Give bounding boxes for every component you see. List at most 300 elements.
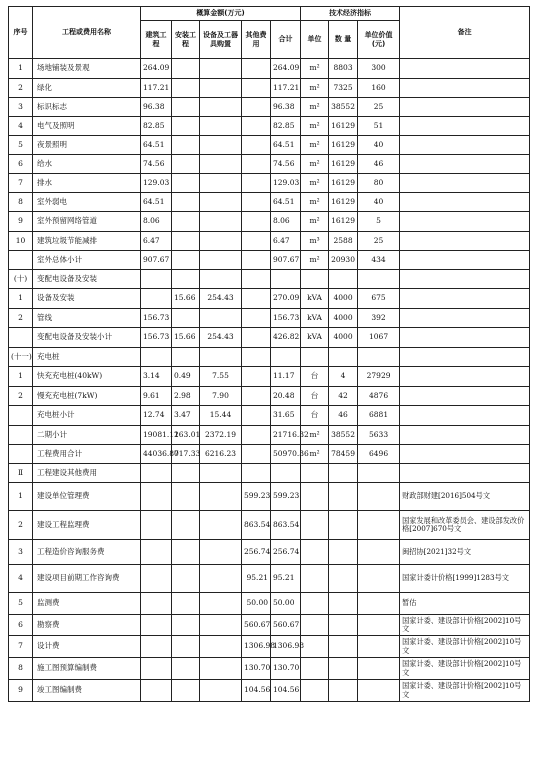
table-row <box>9 79 530 98</box>
row-total: 74.56 <box>271 155 301 174</box>
row-qty: 7325 <box>329 79 358 98</box>
row-equip: 6216.23 <box>200 445 242 464</box>
row-other <box>242 174 271 193</box>
row-unit <box>301 511 329 540</box>
row-unit-value <box>358 680 400 702</box>
table-body <box>9 59 530 702</box>
row-qty: 16129 <box>329 155 358 174</box>
row-unit-value: 5633 <box>358 426 400 445</box>
row-build <box>141 483 172 511</box>
row-total: 599.23 <box>271 483 301 511</box>
row-unit: m² <box>301 117 329 136</box>
row-unit-value: 51 <box>358 117 400 136</box>
table-row <box>9 483 530 511</box>
table-row <box>9 680 530 702</box>
row-seq: 4 <box>9 565 33 593</box>
row-build <box>141 636 172 658</box>
row-name: 变配电设备及安装 <box>33 270 141 289</box>
row-note <box>400 387 530 406</box>
row-qty <box>329 540 358 565</box>
row-unit-value <box>358 658 400 680</box>
row-name: 建设工程监理费 <box>33 511 141 540</box>
row-qty: 38552 <box>329 426 358 445</box>
row-total: 426.82 <box>271 328 301 348</box>
row-total: 129.03 <box>271 174 301 193</box>
row-install: 3.47 <box>172 406 200 426</box>
row-note <box>400 155 530 174</box>
row-unit-value <box>358 636 400 658</box>
row-qty <box>329 483 358 511</box>
row-install <box>172 636 200 658</box>
row-qty: 8803 <box>329 59 358 79</box>
table-row <box>9 136 530 155</box>
row-other <box>242 406 271 426</box>
header-total: 合计 <box>271 21 301 59</box>
header-name: 工程或费用名称 <box>33 7 141 59</box>
row-seq: 2 <box>9 79 33 98</box>
row-equip: 7.90 <box>200 387 242 406</box>
row-other <box>242 270 271 289</box>
row-equip <box>200 680 242 702</box>
row-seq <box>9 426 33 445</box>
row-install <box>172 155 200 174</box>
row-seq: 2 <box>9 511 33 540</box>
row-qty: 46 <box>329 406 358 426</box>
table-row <box>9 155 530 174</box>
row-total: 1306.98 <box>271 636 301 658</box>
row-other: 130.70 <box>242 658 271 680</box>
row-note: 闽招协[2021]32号文 <box>400 540 530 565</box>
row-other: 560.67 <box>242 615 271 636</box>
row-qty: 16129 <box>329 136 358 155</box>
table-row <box>9 464 530 483</box>
row-build <box>141 615 172 636</box>
row-note: 国家计委、建设部计价格[2002]10号文 <box>400 636 530 658</box>
row-install <box>172 483 200 511</box>
row-total: 8.06 <box>271 212 301 232</box>
row-unit-value: 5 <box>358 212 400 232</box>
row-qty: 4000 <box>329 328 358 348</box>
row-seq: 10 <box>9 232 33 251</box>
row-other <box>242 155 271 174</box>
row-other <box>242 445 271 464</box>
row-build <box>141 289 172 309</box>
row-other: 104.56 <box>242 680 271 702</box>
row-build: 9.61 <box>141 387 172 406</box>
row-seq: 5 <box>9 136 33 155</box>
row-install <box>172 464 200 483</box>
row-unit: 台 <box>301 406 329 426</box>
row-equip <box>200 511 242 540</box>
row-install <box>172 540 200 565</box>
row-unit: m² <box>301 212 329 232</box>
row-note <box>400 212 530 232</box>
row-equip <box>200 615 242 636</box>
row-seq: 2 <box>9 387 33 406</box>
row-unit-value <box>358 593 400 615</box>
row-name: 室外弱电 <box>33 193 141 212</box>
row-build <box>141 680 172 702</box>
row-build: 6.47 <box>141 232 172 251</box>
row-unit-value <box>358 483 400 511</box>
row-install: 15.66 <box>172 328 200 348</box>
row-name: 电气及照明 <box>33 117 141 136</box>
row-unit-value: 80 <box>358 174 400 193</box>
row-build <box>141 658 172 680</box>
row-total: 104.56 <box>271 680 301 702</box>
row-seq: (十) <box>9 270 33 289</box>
row-note <box>400 251 530 270</box>
table-row <box>9 511 530 540</box>
row-build <box>141 464 172 483</box>
row-qty: 16129 <box>329 212 358 232</box>
row-total: 82.85 <box>271 117 301 136</box>
table-row <box>9 348 530 367</box>
row-note: 国家计委、建设部计价格[2002]10号文 <box>400 615 530 636</box>
row-unit: m² <box>301 98 329 117</box>
row-other <box>242 387 271 406</box>
row-unit: m² <box>301 59 329 79</box>
row-unit-value <box>358 615 400 636</box>
row-seq: 3 <box>9 540 33 565</box>
row-total: 560.67 <box>271 615 301 636</box>
row-total: 64.51 <box>271 193 301 212</box>
row-unit-value: 4876 <box>358 387 400 406</box>
row-total <box>271 270 301 289</box>
row-qty <box>329 348 358 367</box>
row-unit <box>301 540 329 565</box>
row-unit: 台 <box>301 387 329 406</box>
row-install <box>172 98 200 117</box>
row-equip <box>200 348 242 367</box>
row-seq <box>9 328 33 348</box>
row-install <box>172 309 200 328</box>
row-total: 264.09 <box>271 59 301 79</box>
row-seq <box>9 406 33 426</box>
row-build: 129.03 <box>141 174 172 193</box>
table-row <box>9 212 530 232</box>
row-qty: 4000 <box>329 289 358 309</box>
row-unit: m² <box>301 79 329 98</box>
row-total: 156.73 <box>271 309 301 328</box>
table-row <box>9 193 530 212</box>
table-row <box>9 309 530 328</box>
row-install: 0.49 <box>172 367 200 387</box>
row-build: 907.67 <box>141 251 172 270</box>
row-note <box>400 406 530 426</box>
row-other <box>242 79 271 98</box>
row-name: 二期小计 <box>33 426 141 445</box>
row-other <box>242 193 271 212</box>
table-row <box>9 540 530 565</box>
row-total: 50970.36 <box>271 445 301 464</box>
header-tech-group: 技术经济指标 <box>301 7 400 21</box>
row-unit-value: 25 <box>358 232 400 251</box>
header-unit: 单位 <box>301 21 329 59</box>
row-note <box>400 270 530 289</box>
row-other <box>242 212 271 232</box>
row-other <box>242 136 271 155</box>
row-note <box>400 289 530 309</box>
row-seq: 3 <box>9 98 33 117</box>
row-total <box>271 464 301 483</box>
row-note: 国家计委、建设部计价格[2002]10号文 <box>400 658 530 680</box>
row-build: 117.21 <box>141 79 172 98</box>
row-name: 变配电设备及安装小计 <box>33 328 141 348</box>
row-note: 国家发展和改革委员会、建设部发改价格[2007]670号文 <box>400 511 530 540</box>
row-unit <box>301 483 329 511</box>
header-install: 安装工程 <box>172 21 200 59</box>
row-equip <box>200 309 242 328</box>
row-seq: Ⅱ <box>9 464 33 483</box>
row-qty: 16129 <box>329 193 358 212</box>
header-unit-value: 单位价值(元) <box>358 21 400 59</box>
row-install: 717.33 <box>172 445 200 464</box>
row-note <box>400 79 530 98</box>
row-install <box>172 174 200 193</box>
row-seq: 1 <box>9 289 33 309</box>
row-name: 夜景照明 <box>33 136 141 155</box>
row-build <box>141 348 172 367</box>
row-install <box>172 565 200 593</box>
row-qty: 16129 <box>329 117 358 136</box>
row-other <box>242 98 271 117</box>
header-budget-group: 概算金额(万元) <box>141 7 301 21</box>
row-seq: 7 <box>9 636 33 658</box>
row-name: 施工图预算编制费 <box>33 658 141 680</box>
row-note <box>400 464 530 483</box>
row-other <box>242 289 271 309</box>
row-seq: 1 <box>9 367 33 387</box>
row-note <box>400 98 530 117</box>
row-install: 263.01 <box>172 426 200 445</box>
table-row <box>9 636 530 658</box>
row-unit: 台 <box>301 367 329 387</box>
row-equip <box>200 636 242 658</box>
row-unit-value: 6881 <box>358 406 400 426</box>
row-unit <box>301 464 329 483</box>
row-equip <box>200 79 242 98</box>
row-unit <box>301 680 329 702</box>
row-name: 室外预留网络管道 <box>33 212 141 232</box>
row-other: 50.00 <box>242 593 271 615</box>
row-other <box>242 426 271 445</box>
row-unit-value: 300 <box>358 59 400 79</box>
row-unit: m² <box>301 174 329 193</box>
row-other <box>242 464 271 483</box>
table-row <box>9 658 530 680</box>
row-install <box>172 136 200 155</box>
row-build: 64.51 <box>141 193 172 212</box>
row-seq: (十一) <box>9 348 33 367</box>
row-unit <box>301 658 329 680</box>
row-other <box>242 232 271 251</box>
row-equip <box>200 193 242 212</box>
row-equip <box>200 174 242 193</box>
row-total: 20.48 <box>271 387 301 406</box>
row-qty <box>329 636 358 658</box>
row-unit: m² <box>301 193 329 212</box>
row-equip <box>200 59 242 79</box>
table-row <box>9 593 530 615</box>
row-equip <box>200 483 242 511</box>
row-install <box>172 348 200 367</box>
row-total: 31.65 <box>271 406 301 426</box>
row-seq: 1 <box>9 59 33 79</box>
table-row <box>9 615 530 636</box>
row-note: 暂估 <box>400 593 530 615</box>
row-equip: 2372.19 <box>200 426 242 445</box>
table-row <box>9 406 530 426</box>
row-unit-value <box>358 565 400 593</box>
table-row <box>9 59 530 79</box>
row-qty: 20930 <box>329 251 358 270</box>
row-build: 156.73 <box>141 309 172 328</box>
row-name: 建设单位管理费 <box>33 483 141 511</box>
row-unit: m² <box>301 155 329 174</box>
row-build <box>141 511 172 540</box>
row-note: 国家计委计价格[1999]1283号文 <box>400 565 530 593</box>
row-equip <box>200 98 242 117</box>
row-other: 256.74 <box>242 540 271 565</box>
row-seq: 4 <box>9 117 33 136</box>
row-qty <box>329 658 358 680</box>
row-unit: m² <box>301 426 329 445</box>
row-build: 64.51 <box>141 136 172 155</box>
row-total: 11.17 <box>271 367 301 387</box>
row-total: 21716.32 <box>271 426 301 445</box>
row-equip <box>200 593 242 615</box>
table-row <box>9 270 530 289</box>
table-row <box>9 117 530 136</box>
row-unit <box>301 565 329 593</box>
row-seq: 2 <box>9 309 33 328</box>
row-unit-value: 6496 <box>358 445 400 464</box>
row-unit <box>301 615 329 636</box>
row-name: 建设项目前期工作咨询费 <box>33 565 141 593</box>
row-equip <box>200 270 242 289</box>
header-qty: 数 量 <box>329 21 358 59</box>
row-note <box>400 426 530 445</box>
row-total: 270.09 <box>271 289 301 309</box>
row-note <box>400 445 530 464</box>
row-other <box>242 59 271 79</box>
row-total: 64.51 <box>271 136 301 155</box>
row-name: 工程建设其他费用 <box>33 464 141 483</box>
row-other <box>242 328 271 348</box>
row-name: 勘察费 <box>33 615 141 636</box>
row-note <box>400 328 530 348</box>
row-note: 国家计委、建设部计价格[2002]10号文 <box>400 680 530 702</box>
row-equip <box>200 658 242 680</box>
row-qty: 38552 <box>329 98 358 117</box>
row-total <box>271 348 301 367</box>
row-unit-value <box>358 270 400 289</box>
row-build: 8.06 <box>141 212 172 232</box>
row-install <box>172 615 200 636</box>
table-row <box>9 251 530 270</box>
row-seq: 5 <box>9 593 33 615</box>
header-seq: 序号 <box>9 7 33 59</box>
row-total: 130.70 <box>271 658 301 680</box>
table-row <box>9 174 530 193</box>
row-unit <box>301 270 329 289</box>
row-build: 96.38 <box>141 98 172 117</box>
table-row <box>9 387 530 406</box>
row-seq: 8 <box>9 658 33 680</box>
row-unit-value: 434 <box>358 251 400 270</box>
table-row <box>9 289 530 309</box>
row-build <box>141 270 172 289</box>
row-seq: 7 <box>9 174 33 193</box>
row-unit: kVA <box>301 328 329 348</box>
row-unit-value: 1067 <box>358 328 400 348</box>
row-total: 863.54 <box>271 511 301 540</box>
row-install: 2.98 <box>172 387 200 406</box>
row-other: 863.54 <box>242 511 271 540</box>
header-equip: 设备及工器具购置 <box>200 21 242 59</box>
row-equip <box>200 117 242 136</box>
row-qty <box>329 464 358 483</box>
row-name: 监测费 <box>33 593 141 615</box>
row-name: 建筑垃圾节能减排 <box>33 232 141 251</box>
row-qty: 4 <box>329 367 358 387</box>
row-equip <box>200 565 242 593</box>
row-unit-value: 40 <box>358 193 400 212</box>
row-unit-value: 25 <box>358 98 400 117</box>
row-equip: 254.43 <box>200 289 242 309</box>
row-unit: kVA <box>301 289 329 309</box>
row-other: 1306.98 <box>242 636 271 658</box>
budget-table <box>8 6 530 702</box>
row-build: 74.56 <box>141 155 172 174</box>
row-install <box>172 251 200 270</box>
row-unit-value: 27929 <box>358 367 400 387</box>
row-note <box>400 59 530 79</box>
row-name: 绿化 <box>33 79 141 98</box>
table-row <box>9 565 530 593</box>
row-qty <box>329 593 358 615</box>
row-other: 95.21 <box>242 565 271 593</box>
row-note <box>400 174 530 193</box>
row-qty: 2588 <box>329 232 358 251</box>
row-qty: 78459 <box>329 445 358 464</box>
row-equip <box>200 136 242 155</box>
row-unit-value: 675 <box>358 289 400 309</box>
row-equip: 15.44 <box>200 406 242 426</box>
row-equip <box>200 540 242 565</box>
row-other <box>242 309 271 328</box>
row-other <box>242 251 271 270</box>
row-other <box>242 348 271 367</box>
row-build: 12.74 <box>141 406 172 426</box>
row-seq <box>9 251 33 270</box>
row-seq: 1 <box>9 483 33 511</box>
row-equip: 254.43 <box>200 328 242 348</box>
row-install <box>172 593 200 615</box>
row-install <box>172 212 200 232</box>
row-install <box>172 270 200 289</box>
row-seq <box>9 445 33 464</box>
row-qty <box>329 270 358 289</box>
row-name: 快充充电桩(40kW) <box>33 367 141 387</box>
row-note: 财政部财建[2016]504号文 <box>400 483 530 511</box>
header-other: 其他费用 <box>242 21 271 59</box>
row-build: 3.14 <box>141 367 172 387</box>
table-row <box>9 98 530 117</box>
row-name: 工程造价咨询服务费 <box>33 540 141 565</box>
row-qty: 16129 <box>329 174 358 193</box>
